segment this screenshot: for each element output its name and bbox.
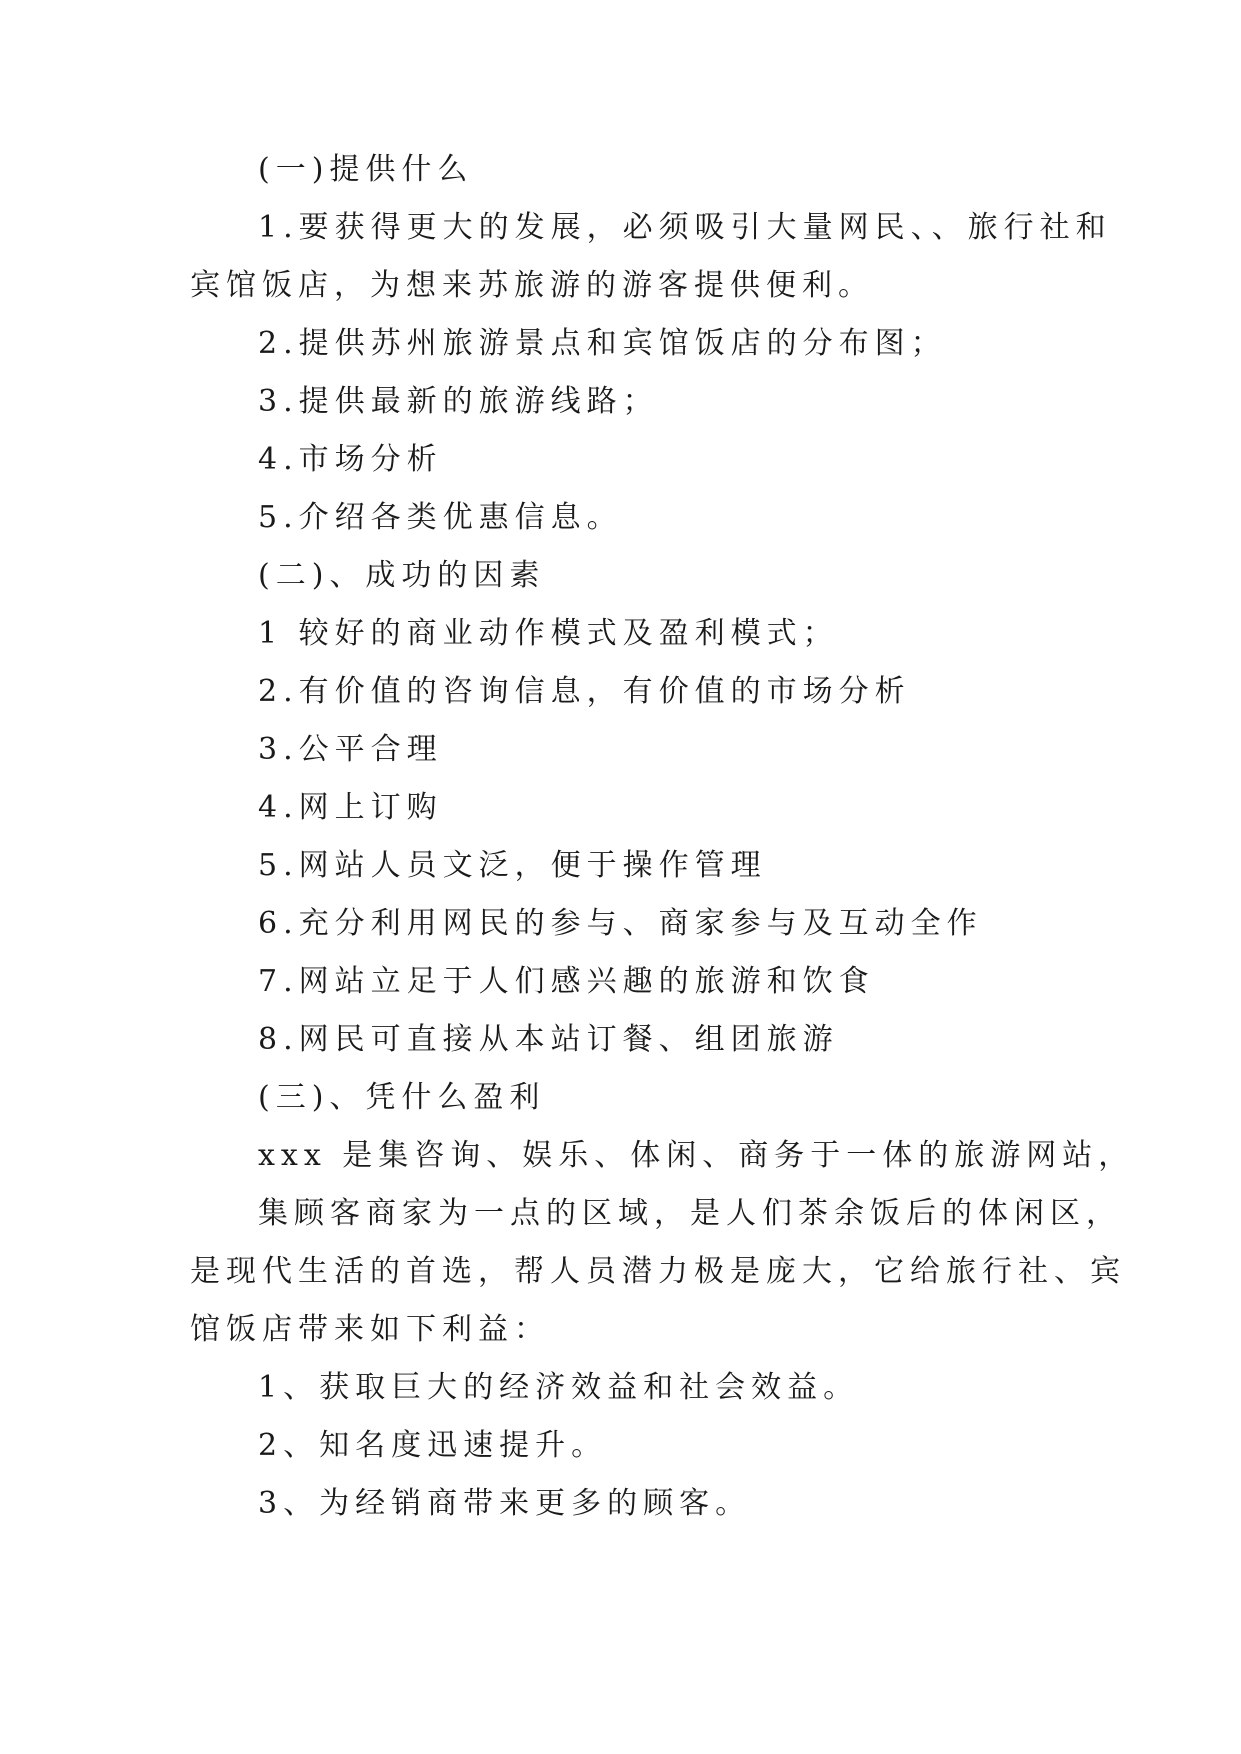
list-item: 5.介绍各类优惠信息。 [258, 500, 623, 535]
paragraph-line: xxx 是集咨询、娱乐、体闲、商务于一体的旅游网站， [258, 1138, 1135, 1173]
section-heading: (三)、凭什么盈利 [258, 1080, 546, 1115]
list-item: 8.网民可直接从本站订餐、组团旅游 [258, 1022, 839, 1057]
list-item: 7.网站立足于人们感兴趣的旅游和饮食 [258, 964, 875, 999]
list-item: 5.网站人员文泛，便于操作管理 [258, 848, 767, 883]
list-item: 1、获取巨大的经济效益和社会效益。 [258, 1370, 860, 1405]
list-item: 6.充分利用网民的参与、商家参与及互动全作 [258, 906, 983, 941]
paragraph-line: 是现代生活的首选，帮人员潜力极是庞大，它给旅行社、宾 [190, 1254, 1126, 1289]
list-item: 2、知名度迅速提升。 [258, 1428, 608, 1463]
section-heading: (二)、成功的因素 [258, 558, 546, 593]
paragraph-line: 馆饭店带来如下利益： [190, 1312, 550, 1347]
list-item: 4.市场分析 [258, 442, 443, 477]
list-item: 3、为经销商带来更多的顾客。 [258, 1486, 752, 1521]
list-item: 2.有价值的咨询信息，有价值的市场分析 [258, 674, 911, 709]
list-item: 3.提供最新的旅游线路； [258, 384, 659, 419]
list-item: 2.提供苏州旅游景点和宾馆饭店的分布图； [258, 326, 947, 361]
list-item: 4.网上订购 [258, 790, 443, 825]
paragraph-line: 集顾客商家为一点的区域，是人们茶余饭后的体闲区， [258, 1196, 1122, 1231]
paragraph-line: 宾馆饭店，为想来苏旅游的游客提供便利。 [190, 268, 874, 303]
paragraph-line: 1.要获得更大的发展，必须吸引大量网民、、旅行社和 [258, 210, 1112, 245]
section-heading: (一)提供什么 [258, 152, 474, 187]
list-item: 1 较好的商业动作模式及盈利模式； [258, 616, 839, 651]
list-item: 3.公平合理 [258, 732, 443, 767]
